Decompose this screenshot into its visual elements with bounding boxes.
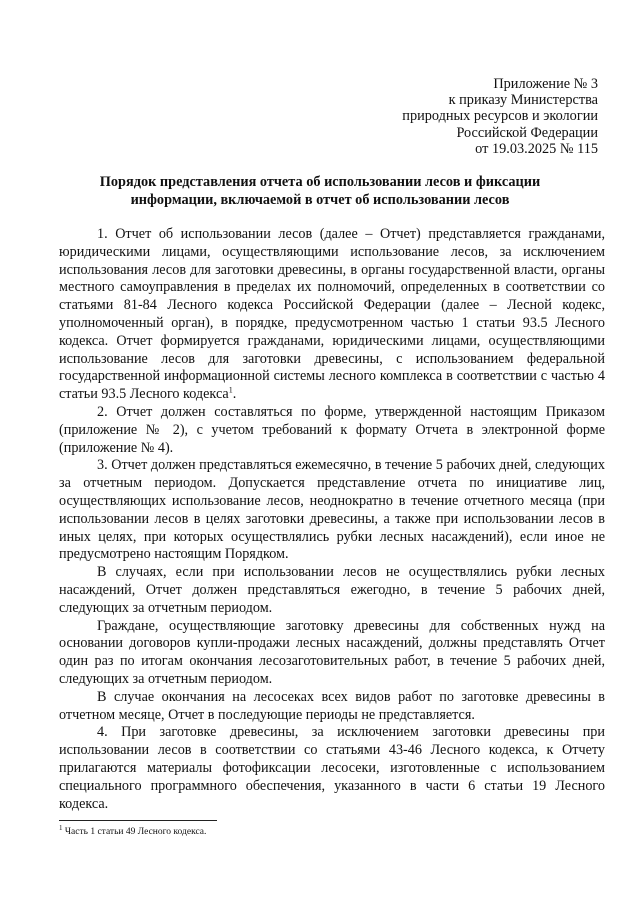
paragraph-4: В случаях, если при использовании лесов не осуществлялись рубки лесных насаждений, Отчет должен представляться ежегодно, в течение 5 рабочих дней, следующих за отчетным периодом. bbox=[59, 564, 605, 616]
paragraph-1 bbox=[59, 226, 605, 404]
appendix-line: Российской Федерации bbox=[456, 124, 598, 141]
document-title bbox=[60, 173, 580, 209]
paragraph-7: 4. При заготовке древесины, за исключением заготовки древесины при использовании лесов в соответствии со статьями 43-46 Лесного кодекса, к Отчету прилагаются материалы фотофиксации лесосеки, изготовленные с использованием специального программного обеспечения, указанного в части 6 статьи 19 Лесного кодекса. bbox=[59, 724, 605, 812]
title-line-1: Порядок представления отчета об использовании лесов и фиксации bbox=[99, 174, 541, 190]
paragraph-1-text: 1. Отчет об использовании лесов (далее – Отчет) представляется гражданами, юридическими лицами, осуществляющими использование лесов, за исключением использования лесов для заготовки древесины, в органы государственной власти, органы местного самоуправления в пределах их полномочий, определенных в соответствии со статьями 81-84 Лесного кодекса Российской Федерации (далее – Лесной кодекс, уполномоченный орган), в порядке, предусмотренном частью 1 статьи 93.5 Лесного кодекса. Отчет формируется гражданами, юридическими лицами, осуществляющими использование лесов для заготовки древесины, с использованием федеральной государственной информационной системы лесного комплекса в соответствии с частью 4 статьи 93.5 Лесного кодекса bbox=[59, 226, 605, 403]
appendix-header bbox=[338, 76, 598, 157]
appendix-line: природных ресурсов и экологии bbox=[402, 108, 598, 125]
paragraph-6: В случае окончания на лесосеках всех видов работ по заготовке древесины в отчетном месяце, Отчет в последующие периоды не представляется. bbox=[59, 688, 605, 723]
footnote-reference: 1 bbox=[228, 385, 233, 395]
document-body bbox=[59, 226, 605, 813]
paragraph-2: 2. Отчет должен составляться по форме, утвержденной настоящим Приказом (приложение № 2), с учетом требований к формату Отчета в электронной форме (приложение № 4). bbox=[59, 403, 605, 456]
title-line-2: информации, включаемой в отчет об использовании лесов bbox=[130, 192, 510, 208]
footnote-mark: 1 bbox=[59, 823, 63, 832]
appendix-line: Приложение № 3 bbox=[493, 76, 598, 92]
paragraph-3: 3. Отчет должен представляться ежемесячно, в течение 5 рабочих дней, следующих за отчетным периодом. Допускается представление отчета по инициативе лиц, осуществляющих использование лесов, неоднократно в течение отчетного месяца (при использовании лесов в целях заготовки древесины, а также при использовании лесов в иных целях, при которых осуществлялись рубки лесных насаждений), если иное не предусмотрено настоящим Порядком. bbox=[59, 457, 605, 563]
footnote bbox=[59, 823, 207, 838]
appendix-line: от 19.03.2025 № 115 bbox=[475, 140, 598, 157]
footnote-text: Часть 1 статьи 49 Лесного кодекса. bbox=[62, 827, 207, 837]
paragraph-5: Граждане, осуществляющие заготовку древесины для собственных нужд на основании договоров купли-продажи лесных насаждений, должны представлять Отчет один раз по итогам окончания лесозаготовительных работ, в течение 5 рабочих дней, следующих за отчетным периодом. bbox=[59, 617, 605, 687]
paragraph-1-end: . bbox=[232, 386, 237, 403]
appendix-line: к приказу Министерства bbox=[448, 92, 598, 109]
footnote-divider bbox=[59, 820, 217, 821]
